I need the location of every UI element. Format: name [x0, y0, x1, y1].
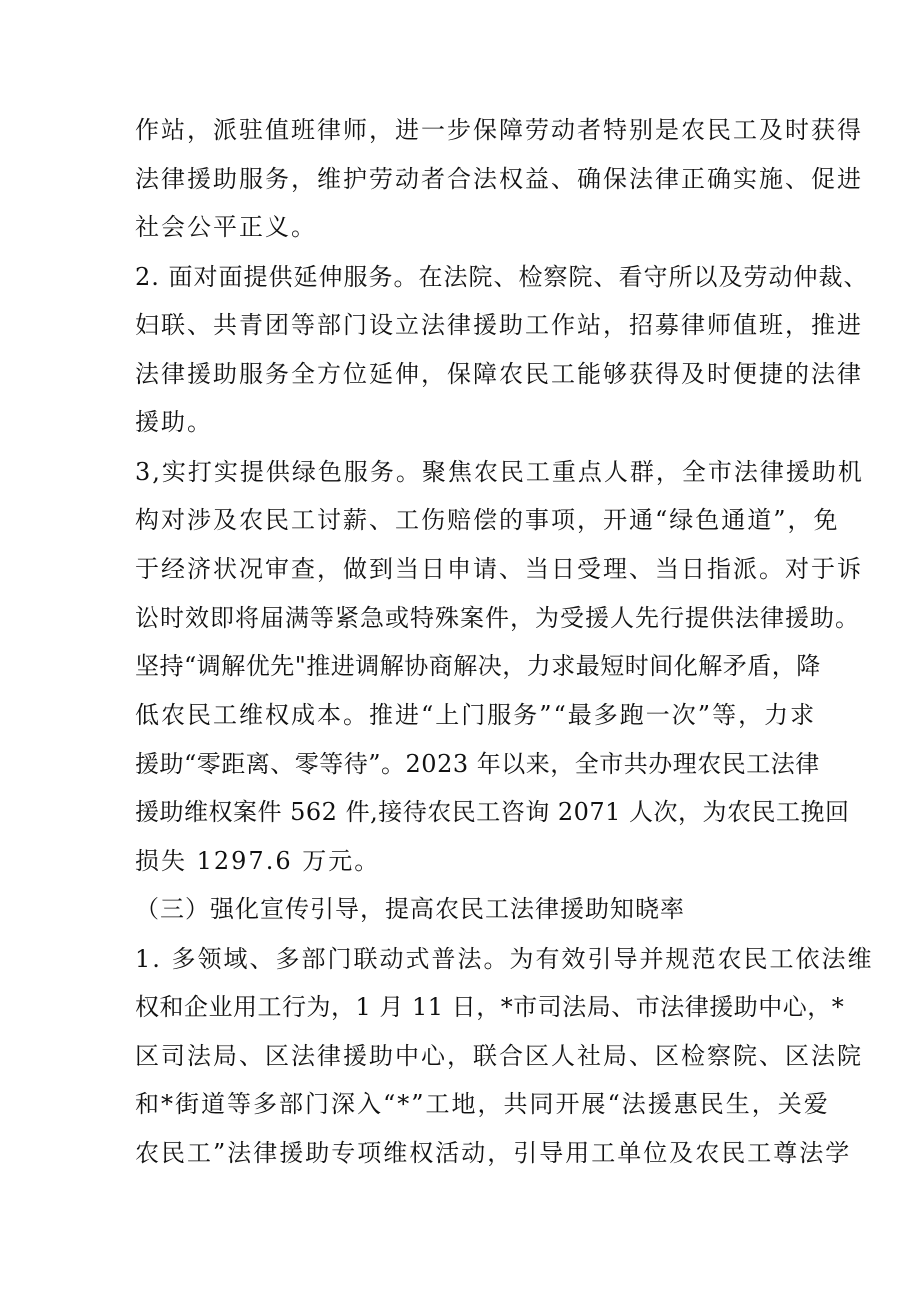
- text-line: 法律援助服务全方位延伸，保障农民工能够获得及时便捷的法律: [135, 360, 863, 388]
- text-line: 作站，派驻值班律师，进一步保障劳动者特别是农民工及时获得: [135, 116, 863, 144]
- text-line: 和*街道等多部门深入“*”工地，共同开展“法援惠民生，关爱: [135, 1090, 830, 1118]
- text-line: 3,实打实提供绿色服务。聚焦农民工重点人群，全市法律援助机: [135, 458, 864, 486]
- text-line: 于经济状况审查，做到当日申请、当日受理、当日指派。对于诉: [135, 555, 863, 583]
- text-line: 法律援助服务，维护劳动者合法权益、确保法律正确实施、促进: [135, 165, 863, 193]
- text-line: 援助维权案件 562 件,接待农民工咨询 2071 人次，为农民工挽回: [135, 798, 850, 826]
- text-line: 损失 1297.6 万元。: [135, 847, 381, 875]
- text-line: 2. 面对面提供延伸服务。在法院、检察院、看守所以及劳动仲裁、: [135, 263, 869, 291]
- text-line: 社会公平正义。: [135, 213, 317, 241]
- text-line: 援助。: [135, 408, 213, 436]
- text-line: 援助“零距离、零等待”。2023 年以来，全市共办理农民工法律: [135, 750, 820, 778]
- text-line: 低农民工维权成本。推进“上门服务”“最多跑一次”等，力求: [135, 701, 817, 729]
- text-line: 构对涉及农民工讨薪、工伤赔偿的事项，开通“绿色通道”，免: [135, 506, 840, 534]
- text-line: 权和企业用工行为，1 月 11 日，*市司法局、市法律援助中心，*: [135, 993, 845, 1021]
- text-line: 1. 多领域、多部门联动式普法。为有效引导并规范农民工依法维: [135, 945, 874, 973]
- text-line: 农民工”法律援助专项维权活动，引导用工单位及农民工尊法学: [135, 1139, 852, 1167]
- text-line: 妇联、共青团等部门设立法律援助工作站，招募律师值班，推进: [135, 311, 863, 339]
- text-line: 区司法局、区法律援助中心，联合区人社局、区检察院、区法院: [135, 1042, 863, 1070]
- text-line: 坚持“调解优先"推进调解协商解决，力求最短时间化解矛盾，降: [135, 652, 821, 680]
- section-heading: （三）强化宣传引导，提高农民工法律援助知晓率: [135, 895, 685, 923]
- text-line: 讼时效即将届满等紧急或特殊案件，为受援人先行提供法律援助。: [135, 604, 860, 632]
